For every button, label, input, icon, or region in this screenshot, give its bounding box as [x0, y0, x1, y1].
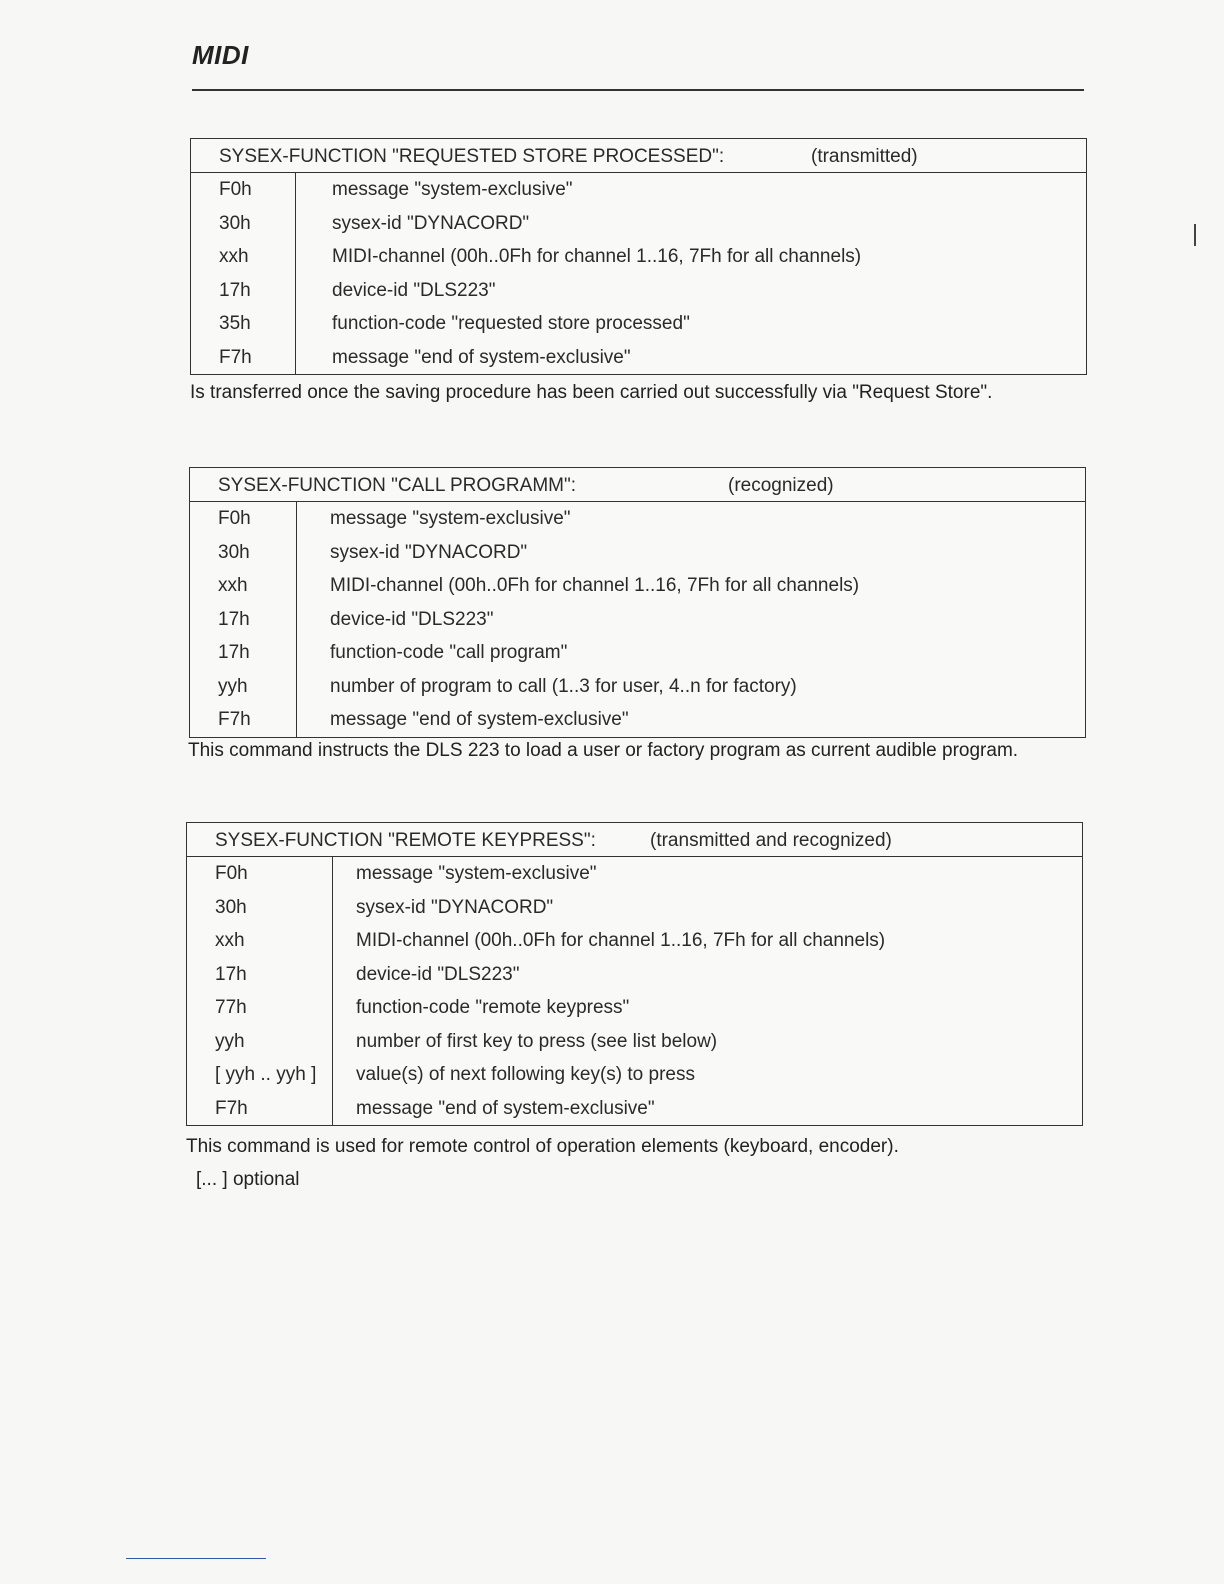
- table-row: [190, 636, 1085, 670]
- table-header: [187, 823, 1082, 857]
- byte-code: 30h: [218, 541, 250, 563]
- table-row: [187, 891, 1082, 925]
- byte-description: MIDI-channel (00h..0Fh for channel 1..16, 7Fh for all channels): [356, 930, 886, 951]
- function-label: SYSEX-FUNCTION "CALL PROGRAMM":: [218, 475, 576, 496]
- table-row: [187, 1025, 1082, 1059]
- byte-code: xxh: [219, 246, 249, 267]
- byte-code: 30h: [215, 896, 247, 918]
- table-row: [187, 1092, 1082, 1126]
- byte-code: 17h: [218, 608, 250, 630]
- byte-description: sysex-id "DYNACORD": [356, 896, 554, 918]
- sysex-table-call-programm: [189, 467, 1086, 738]
- table-row: [190, 569, 1085, 603]
- sysex-table-requested-store: [190, 138, 1087, 375]
- direction-label: (transmitted): [811, 146, 918, 167]
- byte-code: F7h: [219, 346, 252, 368]
- function-label: SYSEX-FUNCTION "REQUESTED STORE PROCESSED":: [219, 146, 725, 167]
- table-row: [187, 857, 1082, 891]
- byte-description: message "system-exclusive": [356, 863, 597, 884]
- byte-code: yyh: [215, 1030, 245, 1052]
- margin-mark: [1194, 224, 1196, 246]
- table-row: [191, 173, 1086, 207]
- byte-code: 35h: [219, 313, 251, 334]
- byte-code: xxh: [215, 930, 245, 951]
- table-row: [187, 991, 1082, 1025]
- byte-code: F0h: [218, 508, 251, 529]
- bottom-link-underline: [126, 1558, 266, 1559]
- table-row: [190, 536, 1085, 570]
- byte-code: 17h: [215, 963, 247, 985]
- table-row: [187, 1058, 1082, 1092]
- table-header: [190, 468, 1085, 502]
- byte-code: 77h: [215, 997, 247, 1018]
- byte-code: 17h: [218, 642, 250, 663]
- byte-description: message "end of system-exclusive": [356, 1097, 655, 1119]
- page-title: MIDI: [192, 40, 249, 70]
- byte-description: sysex-id "DYNACORD": [330, 541, 528, 563]
- table-row: [191, 240, 1086, 274]
- byte-description: value(s) of next following key(s) to press: [356, 1064, 695, 1085]
- byte-description: function-code "requested store processed": [332, 313, 690, 334]
- table-row: [191, 341, 1086, 375]
- optional-footnote: [... ] optional: [196, 1169, 300, 1190]
- byte-code: F0h: [219, 179, 252, 200]
- table-row: [190, 670, 1085, 704]
- title-rule: [192, 89, 1084, 91]
- table-body: [187, 857, 1082, 1125]
- byte-code: F7h: [218, 709, 251, 730]
- function-label: SYSEX-FUNCTION "REMOTE KEYPRESS":: [215, 830, 596, 851]
- table-row: [190, 603, 1085, 637]
- byte-description: sysex-id "DYNACORD": [332, 212, 530, 234]
- table-row: [187, 958, 1082, 992]
- byte-description: message "end of system-exclusive": [330, 709, 629, 730]
- table-row: [187, 924, 1082, 958]
- byte-description: number of program to call (1..3 for user, 4..n for factory): [330, 675, 797, 697]
- byte-description: device-id "DLS223": [356, 963, 520, 985]
- table-row: [190, 502, 1085, 536]
- direction-label: (transmitted and recognized): [650, 830, 892, 851]
- byte-description: number of first key to press (see list below): [356, 1030, 718, 1052]
- table-row: [191, 274, 1086, 308]
- byte-description: message "system-exclusive": [330, 508, 571, 529]
- table-row: [191, 307, 1086, 341]
- table-header: [191, 139, 1086, 173]
- byte-description: MIDI-channel (00h..0Fh for channel 1..16, 7Fh for all channels): [330, 575, 860, 596]
- table-row: [190, 703, 1085, 737]
- table-body: [191, 173, 1086, 374]
- byte-description: message "system-exclusive": [332, 179, 573, 200]
- byte-code: F7h: [215, 1097, 248, 1119]
- byte-code: xxh: [218, 575, 248, 596]
- sysex-table-remote-keypress: [186, 822, 1083, 1126]
- byte-code: 17h: [219, 279, 251, 301]
- byte-description: device-id "DLS223": [330, 608, 494, 630]
- byte-description: function-code "call program": [330, 642, 568, 663]
- table-row: [191, 207, 1086, 241]
- table-note: Is transferred once the saving procedure has been carried out successfully via "Request Store".: [190, 382, 993, 403]
- byte-description: MIDI-channel (00h..0Fh for channel 1..16, 7Fh for all channels): [332, 246, 862, 267]
- direction-label: (recognized): [728, 475, 834, 496]
- byte-code: [ yyh .. yyh ]: [215, 1064, 317, 1085]
- byte-description: message "end of system-exclusive": [332, 346, 631, 368]
- table-note: This command instructs the DLS 223 to load a user or factory program as current audible program.: [188, 740, 1019, 761]
- byte-description: device-id "DLS223": [332, 279, 496, 301]
- byte-description: function-code "remote keypress": [356, 997, 630, 1018]
- byte-code: 30h: [219, 212, 251, 234]
- byte-code: F0h: [215, 863, 248, 884]
- table-body: [190, 502, 1085, 737]
- table-note: This command is used for remote control of operation elements (keyboard, encoder).: [186, 1136, 899, 1157]
- byte-code: yyh: [218, 675, 248, 697]
